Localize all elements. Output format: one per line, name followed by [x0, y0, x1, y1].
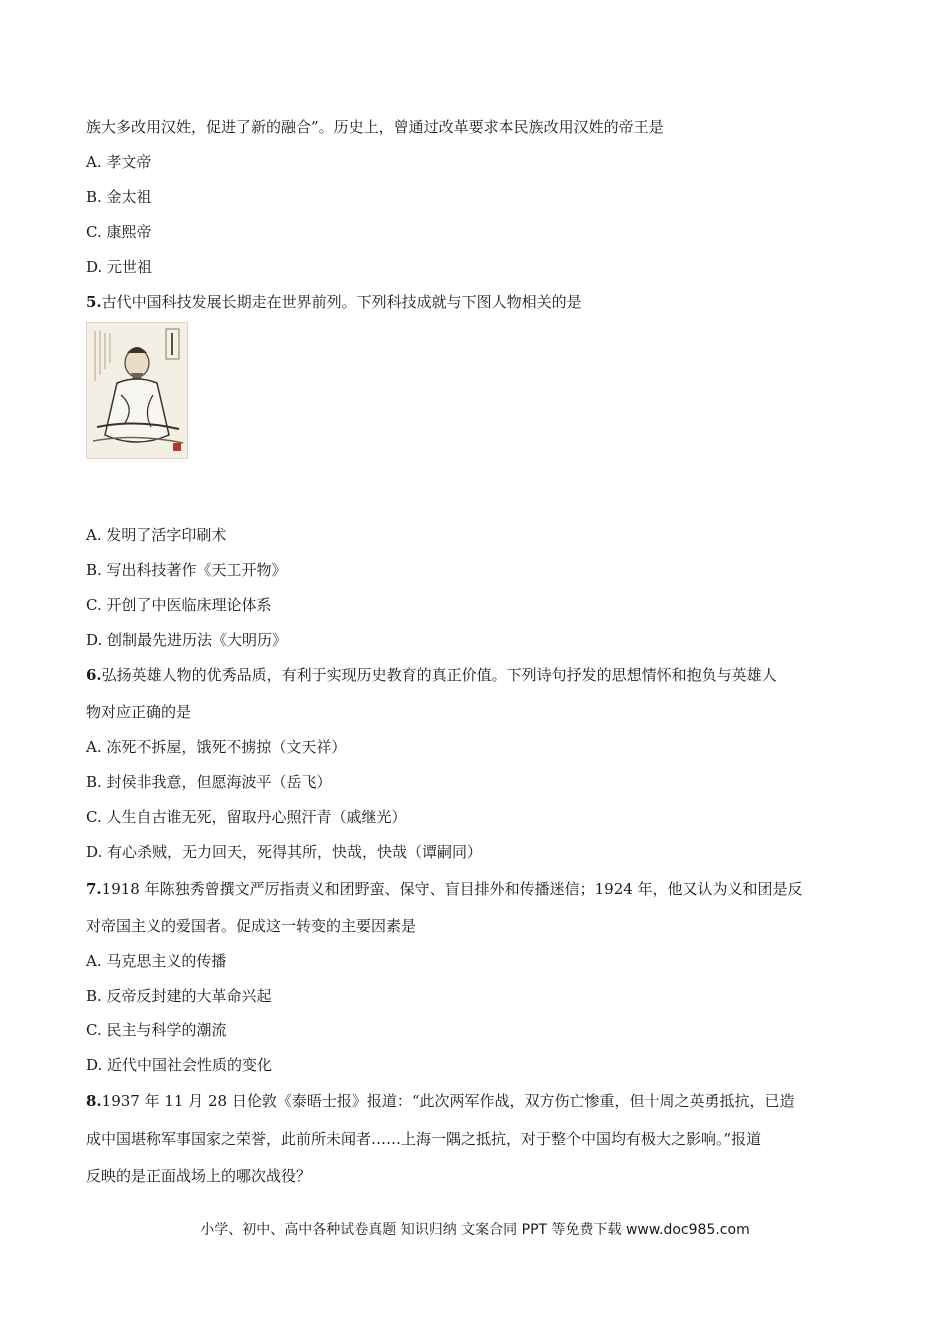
q5-option-d: D. 创制最先进历法《大明历》 [86, 631, 288, 649]
q6-option-b: B. 封侯非我意，但愿海波平（岳飞） [86, 773, 332, 791]
q7-option-a: A. 马克思主义的传播 [86, 952, 227, 970]
question-text: 1937 年 11 月 28 日伦敦《泰晤士报》报道：“此次两军作战，双方伤亡惨重，但十周之英勇抵抗，已造 [101, 1092, 795, 1110]
q7-option-d: D. 近代中国社会性质的变化 [86, 1056, 273, 1074]
question-7-stem [86, 879, 803, 899]
question-6-stem [86, 665, 777, 685]
question-number: 6. [86, 666, 102, 684]
scholar-portrait-icon [87, 323, 187, 458]
question-7-stem-line2: 对帝国主义的爱国者。促成这一转变的主要因素是 [86, 917, 417, 935]
q4-option-b: B. 金太祖 [86, 188, 152, 206]
q4-option-d: D. 元世祖 [86, 258, 153, 276]
question-number: 5. [86, 293, 102, 311]
scholar-portrait-image [86, 322, 188, 459]
q5-option-a: A. 发明了活字印刷术 [86, 526, 227, 544]
question-8-stem-line3: 反映的是正面战场上的哪次战役？ [86, 1167, 312, 1185]
question-text: 弘扬英雄人物的优秀品质，有利于实现历史教育的真正价值。下列诗句抒发的思想情怀和抱负与英雄人 [101, 666, 777, 684]
page-footer: 小学、初中、高中各种试卷真题 知识归纳 文案合同 PPT 等免费下载 www.doc985.com [200, 1222, 750, 1238]
q6-option-a: A. 冻死不拆屋，饿死不掳掠（文天祥） [86, 738, 347, 756]
question-8-stem-line2: 成中国堪称军事国家之荣誉，此前所未闻者……上海一隅之抵抗，对于整个中国均有极大之影响。”报道 [86, 1130, 762, 1148]
question-text: 1918 年陈独秀曾撰文严厉指责义和团野蛮、保守、盲目排外和传播迷信；1924 年，他又认为义和团是反 [101, 880, 803, 898]
q7-option-b: B. 反帝反封建的大革命兴起 [86, 987, 272, 1005]
q4-option-a: A. 孝文帝 [86, 153, 152, 171]
question-text: 古代中国科技发展长期走在世界前列。下列科技成就与下图人物相关的是 [101, 293, 582, 311]
question-8-stem [86, 1091, 795, 1111]
q6-option-c: C. 人生自古谁无死，留取丹心照汗青（戚继光） [86, 808, 407, 826]
question-5-stem [86, 292, 582, 312]
q5-option-c: C. 开创了中医临床理论体系 [86, 596, 272, 614]
question-4-stem-end: 族大多改用汉姓，促进了新的融合”。历史上，曾通过改革要求本民族改用汉姓的帝王是 [86, 118, 664, 136]
q6-option-d: D. 有心杀贼，无力回天，死得其所，快哉，快哉（谭嗣同） [86, 843, 483, 861]
question-number: 7. [86, 880, 102, 898]
q5-option-b: B. 写出科技著作《天工开物》 [86, 561, 287, 579]
q7-option-c: C. 民主与科学的潮流 [86, 1021, 227, 1039]
question-6-stem-line2: 物对应正确的是 [86, 703, 192, 721]
q4-option-c: C. 康熙帝 [86, 223, 152, 241]
question-number: 8. [86, 1092, 102, 1110]
